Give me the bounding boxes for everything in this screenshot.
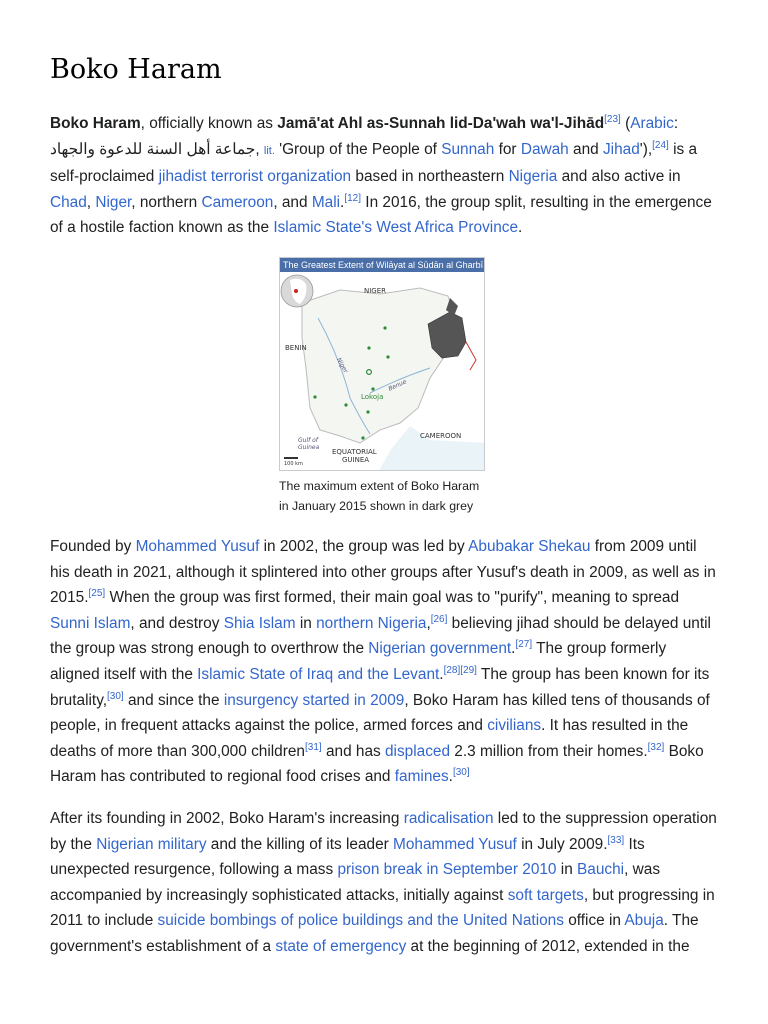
text: . — [448, 768, 453, 786]
nigerian-government-link[interactable]: Nigerian government — [368, 640, 512, 658]
iswap-link[interactable]: Islamic State's West Africa Province — [273, 219, 519, 237]
map-scale-label: 100 km — [284, 460, 303, 467]
text: In 2016, the group split, resulting in the emergence of a hostile faction known as the — [50, 193, 712, 237]
text: When the group was first formed, their main goal was to "purify", meaning to spread — [105, 589, 680, 607]
isil-link[interactable]: Islamic State of Iraq and the Levant — [197, 665, 440, 683]
citation-link[interactable]: [32] — [647, 741, 665, 753]
mali-link[interactable]: Mali — [311, 193, 341, 211]
text: and since the — [123, 691, 224, 709]
nigeria-link[interactable]: Nigeria — [508, 168, 558, 186]
text: , and destroy — [130, 614, 224, 632]
text: 'Group of the People of — [274, 140, 442, 158]
map-label-niger-river: Niger — [335, 356, 350, 375]
map-label-gulf-2: Guinea — [298, 443, 320, 451]
text: , Boko Haram has killed tens of thousands of people, in frequent attacks against the police, armed forces and — [50, 691, 710, 735]
paragraph-founding — [50, 806, 718, 960]
jihadist-terrorist-link[interactable]: jihadist terrorist organization — [158, 168, 352, 186]
text: The group has been known for its brutality, — [50, 665, 710, 709]
text: . — [511, 640, 516, 658]
text: and also active in — [557, 168, 681, 186]
civilians-link[interactable]: civilians — [487, 717, 542, 735]
shekau-link[interactable]: Abubakar Shekau — [468, 537, 591, 555]
bauchi-link[interactable]: Bauchi — [577, 861, 625, 879]
text: , northern — [131, 193, 202, 211]
prison-break-link[interactable]: prison break in September 2010 — [337, 861, 557, 879]
nigerian-military-link[interactable]: Nigerian military — [96, 835, 207, 853]
text: , — [255, 140, 264, 158]
abuja-link[interactable]: Abuja — [624, 912, 664, 930]
map-title: The Greatest Extent of Wilāyat al Sūdān al Gharbī — [280, 258, 484, 272]
text: . — [518, 219, 523, 237]
text: '), — [639, 140, 653, 158]
citation-link[interactable]: [25] — [88, 588, 106, 600]
text: led to the suppression operation by the — [50, 809, 717, 853]
text: , — [426, 614, 431, 632]
map-label-benin: BENIN — [285, 343, 307, 352]
citation-link[interactable]: [23] — [604, 113, 621, 125]
text: in — [556, 861, 578, 879]
text: , and — [273, 193, 312, 211]
displaced-link[interactable]: displaced — [385, 742, 451, 760]
text: from 2009 until his death in 2021, although it splintered into other groups after Yusuf's death in 2009, as well as in 2015. — [50, 537, 716, 607]
state-of-emergency-link[interactable]: state of emergency — [275, 937, 407, 955]
text: . It has resulted in the deaths of more than 300,000 children — [50, 717, 689, 760]
text: in July 2009. — [516, 835, 608, 853]
citation-link[interactable]: [31] — [304, 741, 322, 753]
citation-link[interactable]: [28] — [443, 664, 461, 676]
text: and — [568, 140, 603, 158]
map-figure — [279, 257, 489, 516]
text: , officially known as — [140, 115, 278, 132]
map-label-niger: NIGER — [364, 286, 387, 295]
map-label-lokoja: Lokoja — [361, 392, 384, 401]
literally-link[interactable]: lit. — [263, 144, 275, 157]
paragraph-intro — [50, 111, 718, 241]
text: . — [340, 193, 345, 211]
map-label-eq-guinea-2: GUINEA — [342, 455, 370, 464]
text: , but progressing in 2011 to include — [50, 886, 715, 930]
text: and has — [321, 742, 385, 760]
text: for — [494, 140, 521, 158]
citation-link[interactable]: [24] — [652, 139, 669, 151]
text: Boko Haram has contributed to regional food crises and — [50, 742, 704, 786]
map-label-benue: Benue — [387, 378, 408, 393]
suicide-bombings-link[interactable]: suicide bombings of police buildings and the United Nations — [157, 912, 564, 930]
arabic-text: : جماعة أهل السنة للدعوة والجهاد — [50, 115, 679, 158]
cameroon-link[interactable]: Cameroon — [201, 193, 274, 211]
citation-link[interactable]: [30] — [452, 767, 470, 779]
shia-islam-link[interactable]: Shia Islam — [223, 614, 296, 632]
text: Founded by — [50, 537, 136, 555]
text: . — [439, 665, 444, 683]
map-label-gulf-1: Gulf of — [298, 436, 318, 444]
text: based in northeastern — [351, 168, 509, 186]
sunni-islam-link[interactable]: Sunni Islam — [50, 614, 131, 632]
yusuf-link[interactable]: Mohammed Yusuf — [393, 835, 517, 853]
text: After its founding in 2002, Boko Haram's increasing — [50, 809, 404, 827]
text: , — [86, 193, 96, 211]
figure-caption: The maximum extent of Boko Haram in January 2015 shown in dark grey — [279, 478, 480, 513]
northern-nigeria-link[interactable]: northern Nigeria — [316, 614, 427, 632]
article-subject: Boko Haram — [50, 115, 141, 132]
sunnah-link[interactable]: Sunnah — [441, 140, 495, 158]
text: in 2002, the group was led by — [259, 537, 469, 555]
map-label-eq-guinea-1: EQUATORIAL — [332, 447, 377, 456]
citation-link[interactable]: [26] — [430, 613, 448, 625]
text: , was accompanied by increasingly sophisticated attacks, initially against — [50, 861, 661, 904]
famines-link[interactable]: famines — [394, 768, 449, 786]
insurgency-link[interactable]: insurgency started in 2009 — [223, 691, 405, 709]
niger-link[interactable]: Niger — [95, 193, 132, 211]
citation-link[interactable]: [12] — [344, 192, 362, 204]
citation-link[interactable]: [29] — [460, 664, 477, 676]
text: Its unexpected resurgence, following a mass — [50, 835, 645, 879]
text: in — [295, 614, 317, 632]
citation-link[interactable]: [30] — [107, 690, 124, 702]
dawah-link[interactable]: Dawah — [520, 140, 569, 158]
text: ( — [620, 115, 631, 132]
text: The group formerly aligned itself with the — [50, 640, 667, 683]
jihad-link[interactable]: Jihad — [602, 140, 640, 158]
paragraph-history — [50, 534, 718, 790]
text: at the beginning of 2012, extended in the — [406, 937, 690, 955]
text: is a self-proclaimed — [50, 140, 698, 186]
arabic-link[interactable]: Arabic — [630, 115, 674, 132]
text: 2.3 million from their homes. — [450, 742, 648, 760]
page-title: Boko Haram — [50, 54, 222, 85]
soft-targets-link[interactable]: soft targets — [507, 886, 584, 904]
citation-link[interactable]: [27] — [515, 639, 533, 651]
chad-link[interactable]: Chad — [50, 193, 87, 211]
map-label-cameroon: CAMEROON — [420, 431, 462, 440]
text: office in — [563, 912, 625, 930]
text: . The government's establishment of a — [50, 912, 699, 955]
radicalisation-link[interactable]: radicalisation — [403, 809, 494, 827]
citation-link[interactable]: [33] — [607, 834, 625, 846]
extent-map[interactable] — [279, 257, 485, 471]
yusuf-link[interactable]: Mohammed Yusuf — [135, 537, 260, 555]
text: and the killing of its leader — [206, 835, 394, 853]
text: believing jihad should be delayed until the group was strong enough to overthrow the — [50, 614, 711, 658]
official-name: Jamā'at Ahl as-Sunnah lid-Da'wah wa'l-Jihād — [277, 115, 605, 132]
